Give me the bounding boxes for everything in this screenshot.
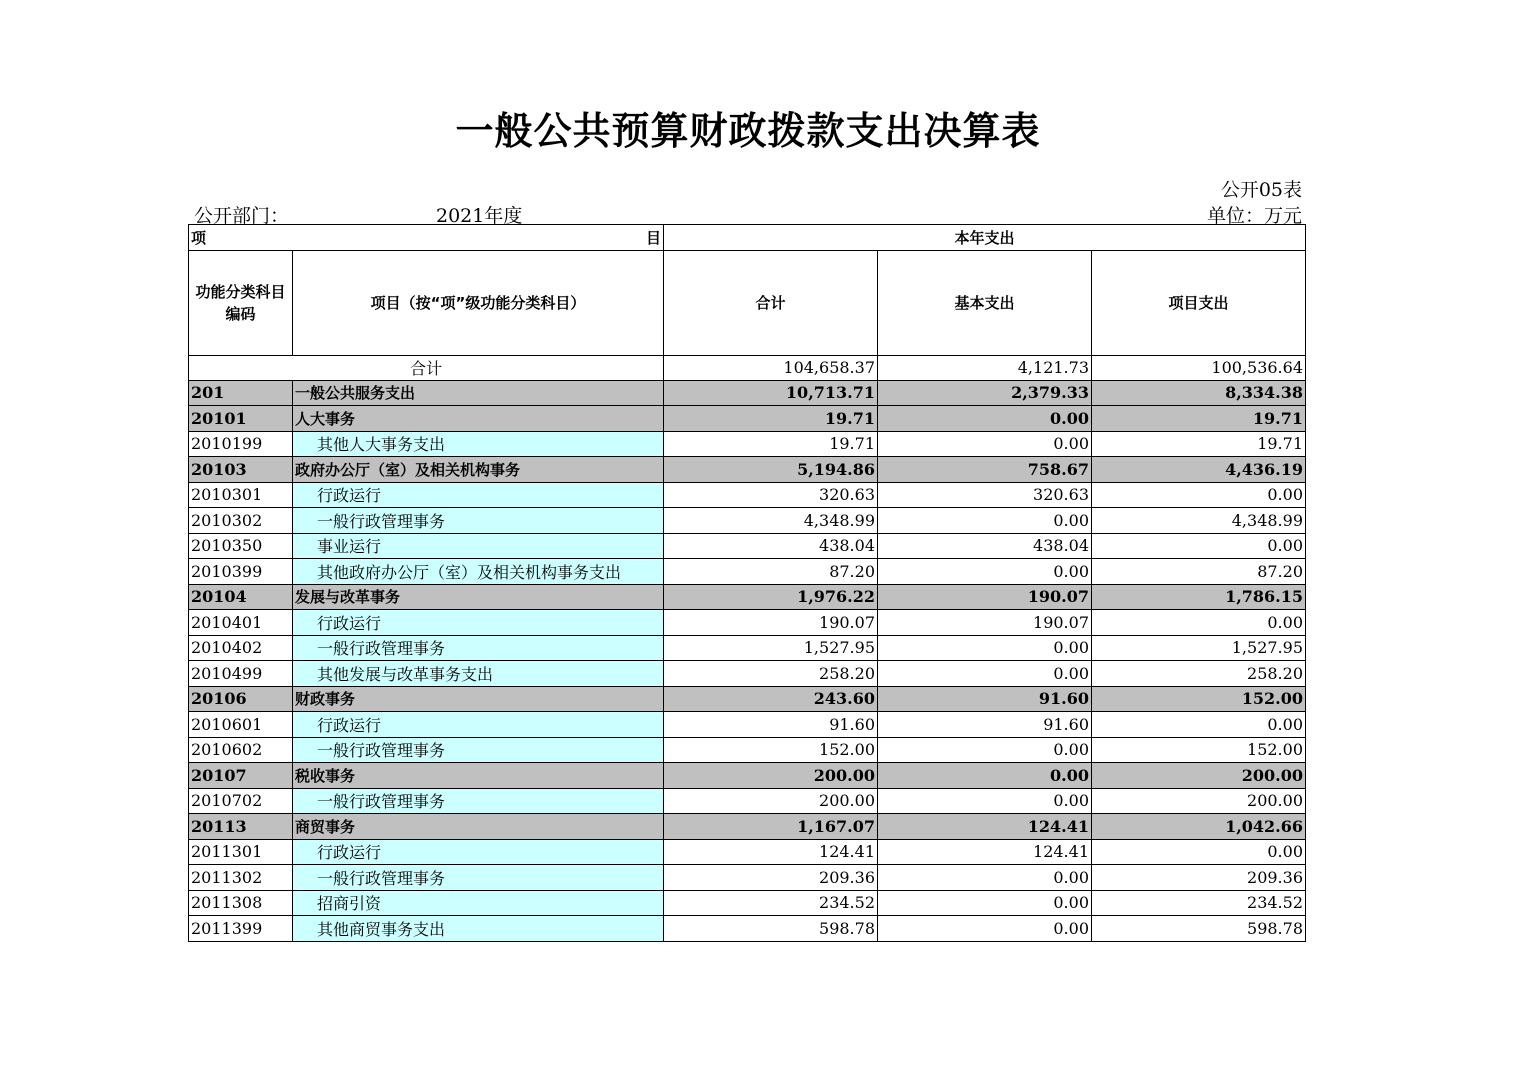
row-project: 0.00 bbox=[1092, 839, 1306, 865]
unit-label: 单位：万元 bbox=[1206, 205, 1302, 227]
row-project: 0.00 bbox=[1092, 482, 1306, 508]
row-basic: 0.00 bbox=[878, 431, 1092, 457]
row-name: 商贸事务 bbox=[293, 814, 664, 840]
table-row bbox=[189, 508, 1306, 534]
row-code: 2010399 bbox=[189, 559, 293, 585]
total-header: 合计 bbox=[664, 250, 878, 355]
row-basic: 124.41 bbox=[878, 839, 1092, 865]
row-basic: 438.04 bbox=[878, 533, 1092, 559]
row-project: 4,348.99 bbox=[1092, 508, 1306, 534]
row-name: 税收事务 bbox=[293, 763, 664, 789]
page-title: 一般公共预算财政拨款支出决算表 bbox=[455, 109, 1041, 153]
row-project: 19.71 bbox=[1092, 406, 1306, 432]
row-project: 0.00 bbox=[1092, 610, 1306, 636]
row-basic: 0.00 bbox=[878, 737, 1092, 763]
row-project: 152.00 bbox=[1092, 737, 1306, 763]
row-name: 一般行政管理事务 bbox=[293, 508, 664, 534]
total-row-project: 100,536.64 bbox=[1092, 355, 1306, 380]
row-total: 598.78 bbox=[664, 916, 878, 942]
row-total: 438.04 bbox=[664, 533, 878, 559]
row-basic: 124.41 bbox=[878, 814, 1092, 840]
project-header: 项目支出 bbox=[1092, 250, 1306, 355]
row-basic: 0.00 bbox=[878, 916, 1092, 942]
row-code: 2010402 bbox=[189, 635, 293, 661]
table-row bbox=[189, 890, 1306, 916]
item-header-cell bbox=[189, 225, 664, 251]
row-project: 0.00 bbox=[1092, 712, 1306, 738]
row-project: 19.71 bbox=[1092, 431, 1306, 457]
row-basic: 0.00 bbox=[878, 763, 1092, 789]
table-row bbox=[189, 610, 1306, 636]
row-total: 200.00 bbox=[664, 788, 878, 814]
row-total: 1,976.22 bbox=[664, 584, 878, 610]
expenditure-table bbox=[188, 224, 1306, 942]
total-row-label: 合计 bbox=[189, 355, 664, 380]
row-name: 一般行政管理事务 bbox=[293, 788, 664, 814]
row-name: 一般行政管理事务 bbox=[293, 737, 664, 763]
row-code: 20101 bbox=[189, 406, 293, 432]
row-total: 152.00 bbox=[664, 737, 878, 763]
row-basic: 0.00 bbox=[878, 508, 1092, 534]
row-total: 200.00 bbox=[664, 763, 878, 789]
row-code: 2010602 bbox=[189, 737, 293, 763]
row-code: 20113 bbox=[189, 814, 293, 840]
row-name: 一般行政管理事务 bbox=[293, 635, 664, 661]
table-row bbox=[189, 635, 1306, 661]
row-code: 2010401 bbox=[189, 610, 293, 636]
basic-header: 基本支出 bbox=[878, 250, 1092, 355]
table-row bbox=[189, 788, 1306, 814]
table-row bbox=[189, 865, 1306, 891]
row-total: 243.60 bbox=[664, 686, 878, 712]
row-basic: 190.07 bbox=[878, 610, 1092, 636]
row-basic: 190.07 bbox=[878, 584, 1092, 610]
row-basic: 0.00 bbox=[878, 406, 1092, 432]
row-basic: 0.00 bbox=[878, 635, 1092, 661]
item-header-left: 项 bbox=[191, 228, 207, 247]
row-project: 258.20 bbox=[1092, 661, 1306, 687]
row-code: 2010601 bbox=[189, 712, 293, 738]
table-row bbox=[189, 533, 1306, 559]
item-header-right: 目 bbox=[645, 228, 661, 247]
row-code: 2011399 bbox=[189, 916, 293, 942]
row-project: 4,436.19 bbox=[1092, 457, 1306, 483]
row-code: 201 bbox=[189, 380, 293, 406]
fiscal-year: 2021年度 bbox=[436, 205, 523, 227]
row-basic: 0.00 bbox=[878, 865, 1092, 891]
table-row bbox=[189, 839, 1306, 865]
row-name: 财政事务 bbox=[293, 686, 664, 712]
row-total: 124.41 bbox=[664, 839, 878, 865]
row-name: 一般公共服务支出 bbox=[293, 380, 664, 406]
row-project: 1,042.66 bbox=[1092, 814, 1306, 840]
name-header: 项目（按“项”级功能分类科目） bbox=[293, 250, 664, 355]
row-code: 2010301 bbox=[189, 482, 293, 508]
row-total: 19.71 bbox=[664, 406, 878, 432]
row-name: 行政运行 bbox=[293, 839, 664, 865]
row-project: 234.52 bbox=[1092, 890, 1306, 916]
row-basic: 0.00 bbox=[878, 559, 1092, 585]
table-row bbox=[189, 406, 1306, 432]
current-year-header: 本年支出 bbox=[664, 225, 1306, 251]
row-total: 10,713.71 bbox=[664, 380, 878, 406]
row-basic: 320.63 bbox=[878, 482, 1092, 508]
row-name: 其他人大事务支出 bbox=[293, 431, 664, 457]
total-row-total: 104,658.37 bbox=[664, 355, 878, 380]
row-name: 行政运行 bbox=[293, 482, 664, 508]
row-code: 2010199 bbox=[189, 431, 293, 457]
table-row bbox=[189, 584, 1306, 610]
row-code: 2010499 bbox=[189, 661, 293, 687]
table-row bbox=[189, 380, 1306, 406]
row-name: 行政运行 bbox=[293, 712, 664, 738]
table-number: 公开05表 bbox=[1220, 179, 1302, 201]
row-basic: 2,379.33 bbox=[878, 380, 1092, 406]
row-code: 2010302 bbox=[189, 508, 293, 534]
row-project: 0.00 bbox=[1092, 533, 1306, 559]
table-row bbox=[189, 712, 1306, 738]
row-basic: 758.67 bbox=[878, 457, 1092, 483]
total-row-basic: 4,121.73 bbox=[878, 355, 1092, 380]
table-row bbox=[189, 661, 1306, 687]
row-total: 87.20 bbox=[664, 559, 878, 585]
row-project: 1,527.95 bbox=[1092, 635, 1306, 661]
row-project: 200.00 bbox=[1092, 788, 1306, 814]
row-total: 209.36 bbox=[664, 865, 878, 891]
row-project: 209.36 bbox=[1092, 865, 1306, 891]
table-row bbox=[189, 457, 1306, 483]
header-row-1 bbox=[189, 225, 1306, 251]
row-code: 20107 bbox=[189, 763, 293, 789]
row-total: 258.20 bbox=[664, 661, 878, 687]
row-code: 2011308 bbox=[189, 890, 293, 916]
row-code: 20103 bbox=[189, 457, 293, 483]
code-header: 功能分类科目编码 bbox=[189, 250, 293, 355]
row-project: 598.78 bbox=[1092, 916, 1306, 942]
row-code: 2010702 bbox=[189, 788, 293, 814]
table-row bbox=[189, 686, 1306, 712]
row-name: 发展与改革事务 bbox=[293, 584, 664, 610]
row-basic: 91.60 bbox=[878, 712, 1092, 738]
row-total: 5,194.86 bbox=[664, 457, 878, 483]
department-label: 公开部门： bbox=[194, 205, 290, 227]
row-name: 其他发展与改革事务支出 bbox=[293, 661, 664, 687]
row-total: 1,527.95 bbox=[664, 635, 878, 661]
table-row bbox=[189, 814, 1306, 840]
row-name: 人大事务 bbox=[293, 406, 664, 432]
row-project: 87.20 bbox=[1092, 559, 1306, 585]
row-project: 152.00 bbox=[1092, 686, 1306, 712]
row-code: 2011301 bbox=[189, 839, 293, 865]
table-row bbox=[189, 737, 1306, 763]
row-name: 其他商贸事务支出 bbox=[293, 916, 664, 942]
row-code: 2010350 bbox=[189, 533, 293, 559]
row-code: 20106 bbox=[189, 686, 293, 712]
row-name: 行政运行 bbox=[293, 610, 664, 636]
row-basic: 0.00 bbox=[878, 788, 1092, 814]
table-row bbox=[189, 916, 1306, 942]
row-project: 8,334.38 bbox=[1092, 380, 1306, 406]
row-total: 91.60 bbox=[664, 712, 878, 738]
row-basic: 0.00 bbox=[878, 890, 1092, 916]
row-name: 事业运行 bbox=[293, 533, 664, 559]
row-basic: 0.00 bbox=[878, 661, 1092, 687]
total-row bbox=[189, 355, 1306, 380]
row-total: 234.52 bbox=[664, 890, 878, 916]
row-total: 19.71 bbox=[664, 431, 878, 457]
table-row bbox=[189, 431, 1306, 457]
table-row bbox=[189, 763, 1306, 789]
row-name: 政府办公厅（室）及相关机构事务 bbox=[293, 457, 664, 483]
row-code: 20104 bbox=[189, 584, 293, 610]
row-total: 320.63 bbox=[664, 482, 878, 508]
row-basic: 91.60 bbox=[878, 686, 1092, 712]
table-row bbox=[189, 482, 1306, 508]
row-total: 4,348.99 bbox=[664, 508, 878, 534]
row-total: 1,167.07 bbox=[664, 814, 878, 840]
row-name: 其他政府办公厅（室）及相关机构事务支出 bbox=[293, 559, 664, 585]
header-row-2 bbox=[189, 250, 1306, 355]
row-code: 2011302 bbox=[189, 865, 293, 891]
row-total: 190.07 bbox=[664, 610, 878, 636]
row-project: 1,786.15 bbox=[1092, 584, 1306, 610]
row-name: 一般行政管理事务 bbox=[293, 865, 664, 891]
row-project: 200.00 bbox=[1092, 763, 1306, 789]
table-row bbox=[189, 559, 1306, 585]
row-name: 招商引资 bbox=[293, 890, 664, 916]
